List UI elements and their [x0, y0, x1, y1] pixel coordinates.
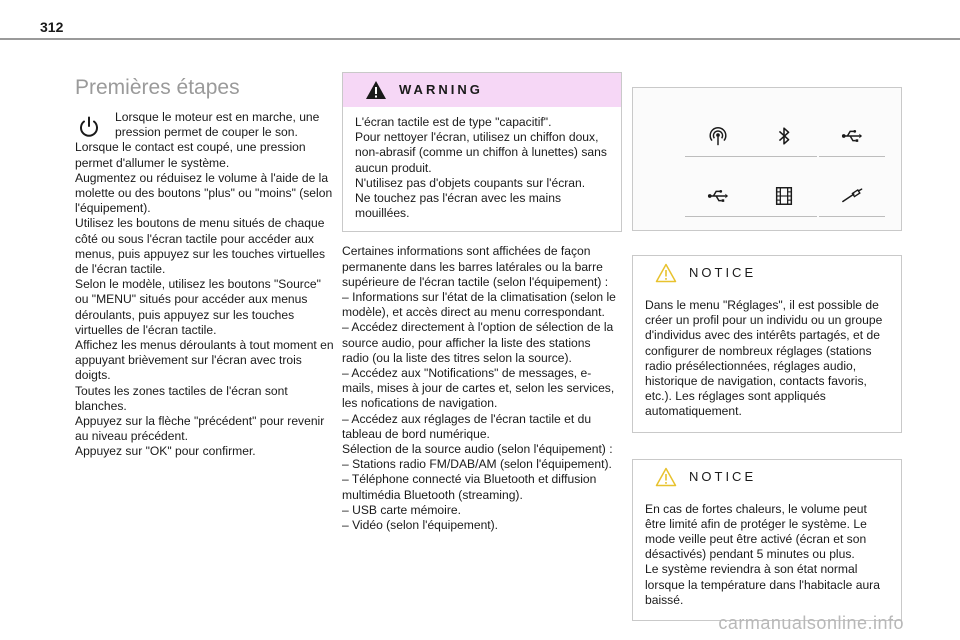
header-divider	[0, 38, 960, 40]
warning-icon	[365, 80, 387, 100]
video-icon	[773, 185, 795, 207]
aux-cable-icon	[841, 185, 863, 207]
notice-title: NOTICE	[689, 265, 757, 281]
notice-header	[633, 256, 901, 290]
page-number: 312	[40, 19, 64, 35]
notice-box-heat	[632, 459, 902, 621]
radio-antenna-icon	[707, 125, 729, 147]
watermark: carmanualsonline.info	[718, 613, 904, 633]
notice-icon	[655, 467, 677, 487]
notice-header	[633, 460, 901, 494]
intro-block	[75, 110, 335, 140]
aux-cable-icon-cell	[819, 176, 885, 217]
notice-title: NOTICE	[689, 469, 757, 485]
bluetooth-icon-cell	[751, 116, 817, 157]
usb-icon	[707, 185, 729, 207]
warning-header	[343, 73, 621, 107]
intro-text: Lorsque le moteur est en marche, une pression permet de couper le son.	[115, 110, 320, 140]
notice-icon	[655, 263, 677, 283]
notice-box-profiles	[632, 255, 902, 433]
instructions-text: Lorsque le contact est coupé, une pression permet d'allumer le système. Augmentez ou réduisez le volume à l'aide de la molette ou des boutons "plus" ou "moins" (selon l'équipement). Utilisez les boutons de menu situés de chaque côté ou sous l'écran tactile pour accéder aux menus, puis appuyez sur les touches virtuelles de l'écran tactile. Selon le modèle, utilisez les boutons "Source" ou "MENU" situés pour accéder aux menus déroulants, puis appuyez sur les touches virtuelles de l'écran tactile. Affichez les menus déroulants à tout moment en appuyant brièvement sur l'écran avec trois doigts. Toutes les zones tactiles de l'écran sont blanches. Appuyez sur la flèche "précédent" pour revenir au niveau précédent. Appuyez sur "OK" pour confirmer.	[75, 140, 334, 459]
radio-antenna-icon-cell	[685, 116, 751, 157]
usb-icon	[841, 125, 863, 147]
audio-source-icon-panel	[632, 87, 902, 231]
column-left	[75, 76, 335, 460]
section-title: Premières étapes	[75, 76, 240, 99]
sidebar-info-text: Certaines informations sont affichées de façon permanente dans les barres latérales ou la barre supérieure de l'écran tactile (selon l'équipement) : – Informations sur l'état de la climatisation (selon le modèle), et accès direct au menu correspondant. – Accédez directement à l'option de sélection de la source audio, pour afficher la liste des stations radio (ou la liste des titres selon la source). – Accédez aux "Notifications" de messages, e-mails, mises à jour de cartes et, selon les services, les nofications de navigation. – Accédez aux réglages de l'écran tactile et du tableau de bord numérique. Sélection de la source audio (selon l'équipement) : – Stations radio FM/DAB/AM (selon l'équipement). – Téléphone connecté via Bluetooth et diffusion multimédia Bluetooth (streaming). – USB carte mémoire. – Vidéo (selon l'équipement).	[342, 244, 616, 533]
warning-text: L'écran tactile est de type "capacitif". Pour nettoyer l'écran, utilisez un chiffon doux, non-abrasif (comme un chiffon à lunettes) sans aucun produit. N'utilisez pas d'objets coupants sur l'écran. Ne touchez pas l'écran avec les mains mouillées.	[355, 115, 607, 221]
bluetooth-icon	[773, 125, 795, 147]
column-middle	[342, 72, 620, 533]
power-icon	[77, 115, 101, 139]
notice-text: En cas de fortes chaleurs, le volume peut être limité afin de protéger le système. Le mode veille peut être activé (écran et son désactivés) pendant 5 minutes ou plus. Le système reviendra à son état normal lorsque la température dans l'habitacle aura baissé.	[645, 501, 880, 607]
column-right	[632, 87, 902, 621]
notice-text: Dans le menu "Réglages", il est possible de créer un profil pour un individu ou un groupe d'individus avec des intérêts partagés, et de configurer de nombreux réglages (stations radio présélectionnées, réglages audio, historique de navigation, contacts favoris, etc.). Les réglages sont appliqués automatiquement.	[645, 298, 883, 419]
video-icon-cell	[751, 176, 817, 217]
warning-title: WARNING	[399, 82, 483, 98]
usb-icon-cell	[819, 116, 885, 157]
warning-box	[342, 72, 622, 232]
usb-icon-cell-2	[685, 176, 751, 217]
